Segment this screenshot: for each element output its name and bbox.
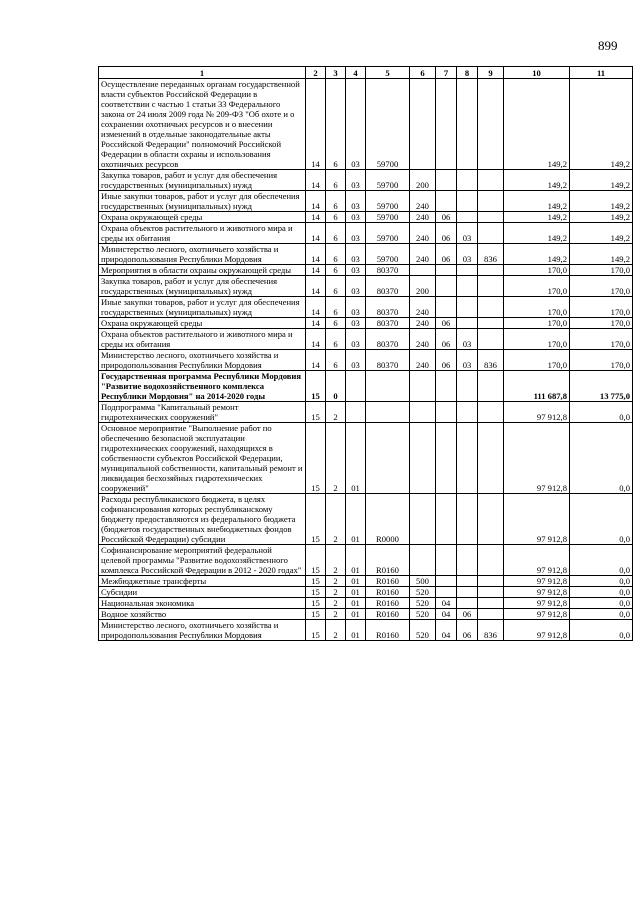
table-cell: 6 — [326, 244, 346, 265]
table-cell: 170,0 — [504, 318, 570, 329]
table-cell: 01 — [346, 545, 366, 576]
table-cell — [478, 545, 504, 576]
table-cell — [478, 318, 504, 329]
table-cell: 149,2 — [504, 170, 570, 191]
table-cell — [436, 545, 457, 576]
table-cell — [436, 170, 457, 191]
table-cell: 240 — [410, 191, 436, 212]
table-row — [99, 545, 633, 576]
table-cell: 170,0 — [570, 297, 633, 318]
row-description: Основное мероприятие "Выполнение работ по обеспечению безопасной эксплуатации гидротехнических сооружений, находящихся в собственности субъектов Российской Федерации, муниципальной собственности, капитальный ремонт и ликвидация бесхозяйных гидротехнических сооружений" — [99, 423, 306, 494]
table-row — [99, 620, 633, 641]
table-cell — [366, 402, 410, 423]
table-cell: 97 912,8 — [504, 423, 570, 494]
table-cell: 97 912,8 — [504, 620, 570, 641]
table-cell: 97 912,8 — [504, 609, 570, 620]
table-cell: 240 — [410, 329, 436, 350]
table-cell: 149,2 — [570, 244, 633, 265]
table-cell: R0160 — [366, 545, 410, 576]
table-cell: 15 — [306, 402, 326, 423]
table-cell: 01 — [346, 576, 366, 587]
table-cell: 14 — [306, 223, 326, 244]
table-cell: 59700 — [366, 223, 410, 244]
column-header: 11 — [570, 67, 633, 79]
table-cell: 170,0 — [504, 350, 570, 371]
table-cell: 2 — [326, 545, 346, 576]
table-cell: 14 — [306, 276, 326, 297]
column-header: 9 — [478, 67, 504, 79]
table-cell: 13 775,0 — [570, 371, 633, 402]
table-cell: 520 — [410, 609, 436, 620]
page-number: 899 — [598, 38, 618, 53]
table-cell — [436, 494, 457, 545]
table-cell — [478, 276, 504, 297]
table-cell: 6 — [326, 276, 346, 297]
table-cell: 15 — [306, 576, 326, 587]
table-cell — [410, 423, 436, 494]
table-cell — [457, 170, 478, 191]
table-cell — [410, 79, 436, 170]
table-row — [99, 350, 633, 371]
table-cell — [436, 265, 457, 276]
table-cell — [346, 371, 366, 402]
table-cell — [436, 371, 457, 402]
table-cell: 6 — [326, 170, 346, 191]
table-cell: 14 — [306, 191, 326, 212]
table-cell: 6 — [326, 212, 346, 223]
table-cell: 170,0 — [570, 329, 633, 350]
table-cell: 01 — [346, 587, 366, 598]
table-cell: 03 — [457, 350, 478, 371]
table-row — [99, 609, 633, 620]
table-cell — [410, 371, 436, 402]
table-cell — [366, 371, 410, 402]
table-cell: 04 — [436, 598, 457, 609]
row-description: Закупка товаров, работ и услуг для обеспечения государственных (муниципальных) нужд — [99, 276, 306, 297]
table-cell: 01 — [346, 423, 366, 494]
row-description: Охрана объектов растительного и животного мира и среды их обитания — [99, 223, 306, 244]
table-cell — [436, 297, 457, 318]
table-cell — [478, 609, 504, 620]
table-cell — [346, 402, 366, 423]
table-cell — [478, 191, 504, 212]
table-cell: 0,0 — [570, 609, 633, 620]
table-cell: 240 — [410, 350, 436, 371]
table-cell — [457, 212, 478, 223]
table-cell: 03 — [346, 276, 366, 297]
table-cell — [478, 223, 504, 244]
table-cell — [478, 494, 504, 545]
table-cell: 03 — [346, 350, 366, 371]
table-cell: R0160 — [366, 598, 410, 609]
table-cell: 0,0 — [570, 576, 633, 587]
row-description: Субсидии — [99, 587, 306, 598]
table-cell — [478, 423, 504, 494]
row-description: Министерство лесного, охотничьего хозяйства и природопользования Республики Мордовия — [99, 350, 306, 371]
table-cell: 80370 — [366, 318, 410, 329]
table-row — [99, 191, 633, 212]
table-cell: 14 — [306, 297, 326, 318]
column-header: 2 — [306, 67, 326, 79]
table-cell: 06 — [436, 212, 457, 223]
table-row — [99, 265, 633, 276]
table-cell: 170,0 — [504, 297, 570, 318]
table-cell: 240 — [410, 223, 436, 244]
table-cell: 170,0 — [570, 265, 633, 276]
column-header: 10 — [504, 67, 570, 79]
table-cell: 14 — [306, 329, 326, 350]
table-cell: 01 — [346, 620, 366, 641]
row-description: Министерство лесного, охотничьего хозяйства и природопользования Республики Мордовия — [99, 620, 306, 641]
table-cell: 15 — [306, 598, 326, 609]
table-cell: 2 — [326, 423, 346, 494]
column-header: 6 — [410, 67, 436, 79]
table-cell: 200 — [410, 276, 436, 297]
table-cell: 03 — [457, 223, 478, 244]
table-cell: 0,0 — [570, 620, 633, 641]
table-cell: 2 — [326, 402, 346, 423]
column-header: 7 — [436, 67, 457, 79]
table-row — [99, 329, 633, 350]
table-cell: 59700 — [366, 170, 410, 191]
table-cell — [457, 276, 478, 297]
table-cell — [436, 402, 457, 423]
table-cell: 97 912,8 — [504, 576, 570, 587]
table-cell: 80370 — [366, 329, 410, 350]
table-cell: 6 — [326, 297, 346, 318]
table-row — [99, 318, 633, 329]
table-cell — [457, 265, 478, 276]
table-cell: 80370 — [366, 350, 410, 371]
row-description: Закупка товаров, работ и услуг для обеспечения государственных (муниципальных) нужд — [99, 170, 306, 191]
table-cell — [457, 318, 478, 329]
table-cell: R0160 — [366, 620, 410, 641]
table-cell: 03 — [346, 297, 366, 318]
table-cell: 15 — [306, 587, 326, 598]
table-cell: 170,0 — [504, 329, 570, 350]
table-cell — [366, 423, 410, 494]
table-cell — [436, 276, 457, 297]
table-row — [99, 587, 633, 598]
table-cell: 03 — [457, 244, 478, 265]
table-cell: 15 — [306, 545, 326, 576]
row-description: Подпрограмма "Капитальный ремонт гидротехнических сооружений" — [99, 402, 306, 423]
row-description: Иные закупки товаров, работ и услуг для обеспечения государственных (муниципальных) нужд — [99, 297, 306, 318]
table-cell: 14 — [306, 350, 326, 371]
table-cell — [436, 79, 457, 170]
table-cell — [457, 598, 478, 609]
table-row — [99, 276, 633, 297]
table-cell: 240 — [410, 212, 436, 223]
row-description: Министерство лесного, охотничьего хозяйства и природопользования Республики Мордовия — [99, 244, 306, 265]
row-description: Охрана окружающей среды — [99, 318, 306, 329]
table-cell: 6 — [326, 318, 346, 329]
row-description: Национальная экономика — [99, 598, 306, 609]
table-cell — [478, 170, 504, 191]
table-cell — [457, 545, 478, 576]
table-cell: 0 — [326, 371, 346, 402]
table-cell: R0160 — [366, 587, 410, 598]
table-cell: 500 — [410, 576, 436, 587]
table-cell: 03 — [457, 329, 478, 350]
table-cell: 06 — [457, 620, 478, 641]
table-cell: 14 — [306, 244, 326, 265]
table-cell: 520 — [410, 598, 436, 609]
table-cell: 6 — [326, 223, 346, 244]
table-row — [99, 223, 633, 244]
table-cell: 97 912,8 — [504, 587, 570, 598]
table-cell: 03 — [346, 223, 366, 244]
table-cell — [478, 212, 504, 223]
table-cell: 15 — [306, 609, 326, 620]
row-description: Межбюджетные трансферты — [99, 576, 306, 587]
table-cell — [410, 402, 436, 423]
table-cell: 6 — [326, 329, 346, 350]
row-description: Софинансирование мероприятий федеральной целевой программы "Развитие водохозяйственного комплекса Российской Федерации в 2012 - 2020 годах" — [99, 545, 306, 576]
row-description: Охрана объектов растительного и животного мира и среды их обитания — [99, 329, 306, 350]
table-cell: 2 — [326, 609, 346, 620]
table-cell: 240 — [410, 318, 436, 329]
table-cell — [436, 576, 457, 587]
table-cell: R0160 — [366, 609, 410, 620]
table-cell: 01 — [346, 494, 366, 545]
table-cell: 04 — [436, 609, 457, 620]
table-cell: 149,2 — [570, 191, 633, 212]
table-cell — [478, 402, 504, 423]
table-cell: 15 — [306, 494, 326, 545]
table-cell: 01 — [346, 609, 366, 620]
table-cell — [457, 423, 478, 494]
table-cell: 6 — [326, 350, 346, 371]
table-cell: 03 — [346, 244, 366, 265]
table-cell: 111 687,8 — [504, 371, 570, 402]
table-cell: 6 — [326, 79, 346, 170]
row-description: Расходы республиканского бюджета, в целях софинансирования которых республиканскому бюджету предоставляются из федерального бюджета (бюджетов государственных внебюджетных фондов Российской Федерации) субсидии — [99, 494, 306, 545]
table-cell: 0,0 — [570, 494, 633, 545]
table-cell: 149,2 — [570, 170, 633, 191]
table-cell: 06 — [436, 329, 457, 350]
column-header: 5 — [366, 67, 410, 79]
table-row — [99, 598, 633, 609]
table-row — [99, 494, 633, 545]
table-cell: 14 — [306, 170, 326, 191]
table-cell: 0,0 — [570, 545, 633, 576]
table-cell: 59700 — [366, 79, 410, 170]
table-cell — [436, 191, 457, 212]
table-cell: 15 — [306, 371, 326, 402]
table-cell: 97 912,8 — [504, 402, 570, 423]
table-cell: 80370 — [366, 276, 410, 297]
row-description: Осуществление переданных органам государственной власти субъектов Российской Федерации в соответствии с частью 1 статьи 33 Федерального закона от 24 июля 2009 года № 209-ФЗ "Об охоте и о сохранении охотничьих ресурсов и о внесении изменений в отдельные законодательные акты Российской Федерации" полномочий Российской Федерации в области охраны и использования охотничьих ресурсов — [99, 79, 306, 170]
table-cell: 80370 — [366, 297, 410, 318]
table-cell: 0,0 — [570, 587, 633, 598]
table-cell: 0,0 — [570, 423, 633, 494]
table-cell — [478, 329, 504, 350]
table-cell: 170,0 — [570, 318, 633, 329]
table-cell: 03 — [346, 79, 366, 170]
table-cell: 520 — [410, 587, 436, 598]
table-cell — [410, 265, 436, 276]
table-row — [99, 212, 633, 223]
table-cell: 170,0 — [570, 350, 633, 371]
table-cell: 59700 — [366, 191, 410, 212]
table-cell — [478, 371, 504, 402]
table-cell — [457, 191, 478, 212]
table-row — [99, 371, 633, 402]
table-cell — [457, 402, 478, 423]
table-cell — [457, 587, 478, 598]
table-row — [99, 170, 633, 191]
table-cell: 03 — [346, 212, 366, 223]
table-cell: 06 — [457, 609, 478, 620]
table-cell: 2 — [326, 494, 346, 545]
table-row — [99, 423, 633, 494]
table-cell: 03 — [346, 170, 366, 191]
table-cell: 2 — [326, 587, 346, 598]
table-cell: 170,0 — [504, 265, 570, 276]
row-description: Водное хозяйство — [99, 609, 306, 620]
table-cell: 06 — [436, 223, 457, 244]
table-cell — [478, 576, 504, 587]
row-description: Иные закупки товаров, работ и услуг для обеспечения государственных (муниципальных) нужд — [99, 191, 306, 212]
table-row — [99, 576, 633, 587]
table-cell: 149,2 — [504, 244, 570, 265]
table-cell: R0160 — [366, 576, 410, 587]
table-cell: 03 — [346, 265, 366, 276]
table-cell: 15 — [306, 423, 326, 494]
table-cell: 836 — [478, 620, 504, 641]
table-cell — [410, 545, 436, 576]
table-cell — [457, 576, 478, 587]
table-cell: 240 — [410, 297, 436, 318]
column-header: 8 — [457, 67, 478, 79]
table-cell: 97 912,8 — [504, 494, 570, 545]
table-cell: 14 — [306, 212, 326, 223]
table-cell — [436, 423, 457, 494]
table-cell — [478, 598, 504, 609]
table-cell: 14 — [306, 265, 326, 276]
table-cell: 2 — [326, 620, 346, 641]
column-header: 3 — [326, 67, 346, 79]
table-cell: 2 — [326, 598, 346, 609]
table-cell: 06 — [436, 244, 457, 265]
table-row — [99, 79, 633, 170]
table-cell — [478, 587, 504, 598]
row-description: Государственная программа Республики Мордовия "Развитие водохозяйственного комплекса Республики Мордовия" на 2014-2020 годы — [99, 371, 306, 402]
table-cell: 01 — [346, 598, 366, 609]
table-cell: 14 — [306, 79, 326, 170]
table-cell: R0000 — [366, 494, 410, 545]
table-row — [99, 244, 633, 265]
column-header: 1 — [99, 67, 306, 79]
table-cell: 03 — [346, 191, 366, 212]
table-cell — [457, 494, 478, 545]
table-cell: 170,0 — [504, 276, 570, 297]
row-description: Мероприятия в области охраны окружающей среды — [99, 265, 306, 276]
table-cell — [436, 587, 457, 598]
table-cell: 149,2 — [504, 223, 570, 244]
table-cell: 97 912,8 — [504, 545, 570, 576]
table-cell — [410, 494, 436, 545]
table-cell: 149,2 — [570, 223, 633, 244]
table-cell: 836 — [478, 350, 504, 371]
table-cell: 149,2 — [504, 212, 570, 223]
table-row — [99, 402, 633, 423]
table-cell: 240 — [410, 244, 436, 265]
table-cell — [478, 79, 504, 170]
table-cell: 14 — [306, 318, 326, 329]
table-cell — [478, 297, 504, 318]
table-cell — [457, 297, 478, 318]
table-cell: 06 — [436, 350, 457, 371]
table-cell: 59700 — [366, 244, 410, 265]
table-cell: 149,2 — [570, 79, 633, 170]
table-cell: 836 — [478, 244, 504, 265]
table-cell: 97 912,8 — [504, 598, 570, 609]
table-cell: 149,2 — [570, 212, 633, 223]
table-cell: 6 — [326, 265, 346, 276]
table-cell: 80370 — [366, 265, 410, 276]
row-description: Охрана окружающей среды — [99, 212, 306, 223]
table-cell: 04 — [436, 620, 457, 641]
table-cell: 520 — [410, 620, 436, 641]
table-cell — [478, 265, 504, 276]
table-cell: 0,0 — [570, 402, 633, 423]
table-cell — [457, 371, 478, 402]
budget-table — [98, 66, 633, 641]
table-cell: 170,0 — [570, 276, 633, 297]
table-cell: 149,2 — [504, 191, 570, 212]
table-cell: 0,0 — [570, 598, 633, 609]
table-cell: 59700 — [366, 212, 410, 223]
header-row — [99, 67, 633, 79]
column-header: 4 — [346, 67, 366, 79]
table-cell — [457, 79, 478, 170]
table-body — [99, 79, 633, 641]
table-cell: 6 — [326, 191, 346, 212]
table-cell: 15 — [306, 620, 326, 641]
table-cell: 06 — [436, 318, 457, 329]
table-cell: 03 — [346, 329, 366, 350]
table-cell: 03 — [346, 318, 366, 329]
table-cell: 2 — [326, 576, 346, 587]
table-cell: 200 — [410, 170, 436, 191]
table-cell: 149,2 — [504, 79, 570, 170]
table-row — [99, 297, 633, 318]
